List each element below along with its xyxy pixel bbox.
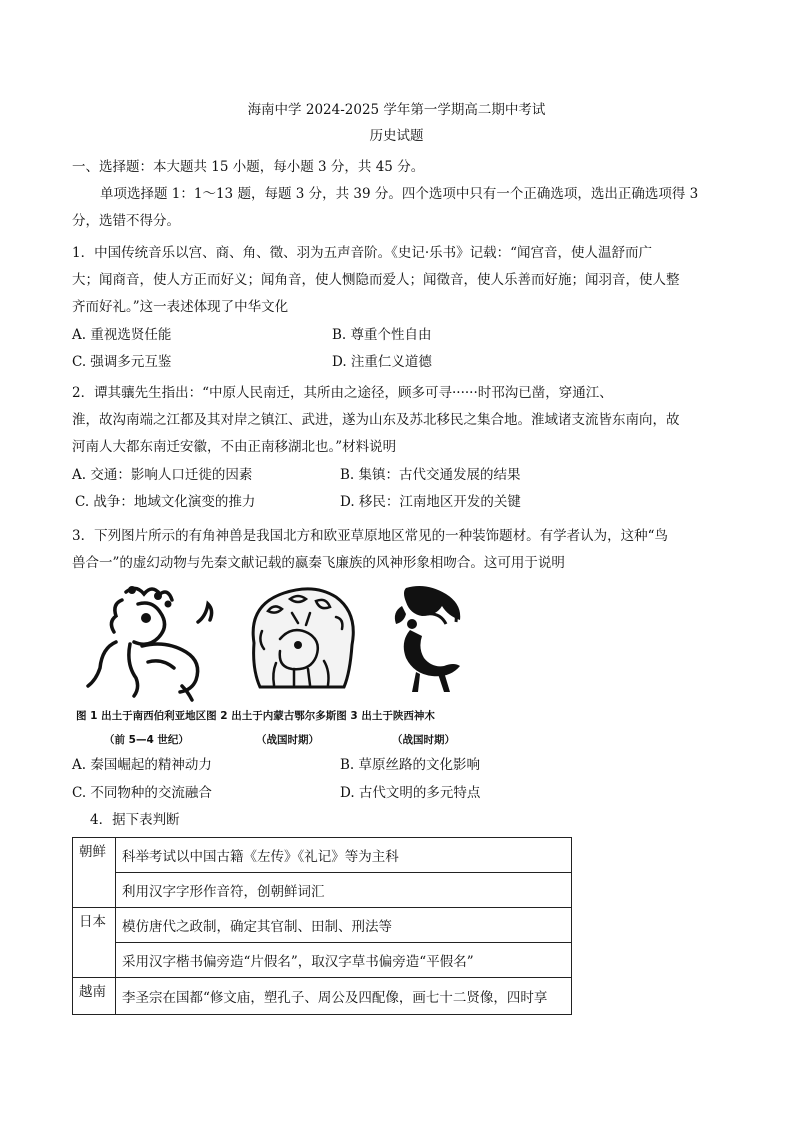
table-row	[73, 978, 572, 1015]
figure-captions: 图 1 出土于南西伯利亚地区图 2 出土于内蒙古鄂尔多斯图 3 出土于陕西神木	[76, 710, 435, 722]
section-heading: 一、选择题：本大题共 15 小题，每小题 3 分，共 45 分。	[72, 159, 425, 175]
q4-table	[72, 837, 572, 1015]
figure-1-date: （前 5—4 世纪）	[104, 734, 189, 746]
q2-line-2: 淮，故沟南端之江都及其对岸之镇江、武进，遂为山东及苏北移民之集合地。淮域诸支流皆东南向，故	[72, 412, 680, 428]
q3-option-b: B. 草原丝路的文化影响	[340, 757, 481, 773]
section-instruction-1: 单项选择题 1：1～13 题，每题 3 分，共 39 分。四个选项中只有一个正确选项，选出正确选项得 3	[100, 186, 699, 202]
table-cell: 利用汉字字形作音符，创朝鲜词汇	[116, 873, 572, 908]
q2-option-c: C. 战争：地域文化演变的推力	[75, 494, 256, 510]
exam-title: 海南中学 2024-2025 学年第一学期高二期中考试	[247, 102, 546, 118]
table-row	[73, 908, 572, 943]
table-row	[73, 838, 572, 873]
table-cell: 模仿唐代之政制，确定其官制、田制、刑法等	[116, 908, 572, 943]
q2-line-1: 2．谭其骧先生指出：“中原人民南迁，其所由之途径，顾多可寻······时邗沟已凿，穿通江、	[72, 385, 613, 401]
q1-option-c: C. 强调多元互鉴	[72, 354, 172, 370]
figure-2-plaque-image	[240, 583, 364, 695]
q1-option-b: B. 尊重个性自由	[332, 327, 432, 343]
table-cell: 李圣宗在国都“修文庙，塑孔子、周公及四配像，画七十二贤像，四时享	[116, 978, 572, 1015]
figure-2-date: （战国时期）	[256, 734, 319, 746]
q1-option-a: A. 重视选贤任能	[72, 327, 172, 343]
table-row	[73, 873, 572, 908]
table-country-cell: 日本	[73, 908, 116, 978]
q3-option-a: A. 秦国崛起的精神动力	[72, 757, 212, 773]
q2-option-a: A. 交通：影响人口迁徙的因素	[72, 467, 253, 483]
q3-line-2: 兽合一”的虚幻动物与先秦文献记载的嬴秦飞廉族的风神形象相吻合。这可用于说明	[72, 555, 565, 571]
q3-option-c: C. 不同物种的交流融合	[72, 785, 212, 801]
q1-line-1: 1．中国传统音乐以宫、商、角、徵、羽为五声音阶。《史记·乐书》记载：“闻宫音，使人温舒而广	[72, 245, 653, 261]
section-instruction-2: 分，选错不得分。	[72, 213, 180, 229]
figure-3-antlered-beast-image	[376, 584, 476, 694]
table-country-cell: 越南	[73, 978, 116, 1015]
q1-line-2: 大；闻商音，使人方正而好义；闻角音，使人恻隐而爱人；闻徵音，使人乐善而好施；闻羽音，使人整	[72, 272, 680, 288]
table-cell: 采用汉字楷书偏旁造“片假名”，取汉字草书偏旁造“平假名”	[116, 943, 572, 978]
q4-stem: 4．据下表判断	[90, 812, 180, 828]
q2-option-d: D. 移民：江南地区开发的关键	[340, 494, 521, 510]
figure-1-horned-beast-image	[86, 582, 218, 702]
table-country-cell: 朝鲜	[73, 838, 116, 908]
q2-option-b: B. 集镇：古代交通发展的结果	[340, 467, 521, 483]
figure-3-date: （战国时期）	[392, 734, 455, 746]
q1-line-3: 齐而好礼。”这一表述体现了中华文化	[72, 299, 289, 315]
q3-line-1: 3．下列图片所示的有角神兽是我国北方和欧亚草原地区常见的一种装饰题材。有学者认为，这种“鸟	[72, 528, 668, 544]
table-cell: 科举考试以中国古籍《左传》《礼记》等为主科	[116, 838, 572, 873]
exam-subtitle: 历史试题	[369, 128, 424, 144]
q2-line-3: 河南人大都东南迁安徽，不由正南移湖北也。”材料说明	[72, 439, 397, 455]
q1-option-d: D. 注重仁义道德	[332, 354, 432, 370]
table-row	[73, 943, 572, 978]
q3-option-d: D. 古代文明的多元特点	[340, 785, 481, 801]
